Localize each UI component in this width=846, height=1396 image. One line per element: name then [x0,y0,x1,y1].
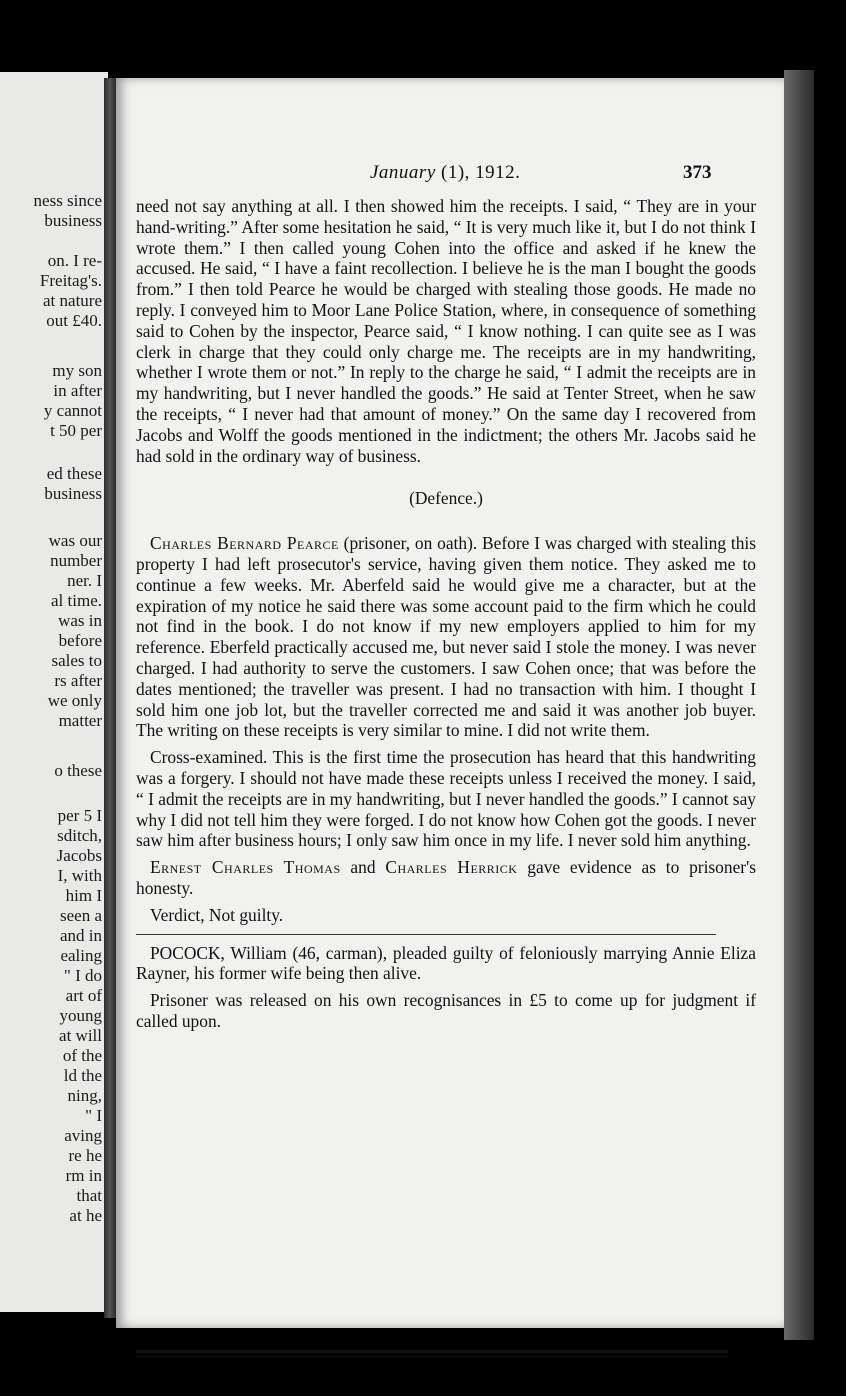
paragraph-sentence: Prisoner was released on his own recognisances in £5 to come up for judgment if called upon. [136,990,756,1031]
facing-page-text-fragment: o these [54,761,102,780]
facing-page-text-fragment: number [50,551,102,570]
paragraph-defence-testimony: Charles Bernard Pearce (prisoner, on oath). Before I was charged with stealing this property I had left prosecutor's service, having given them notice. They asked me to continue a few weeks. Mr. Aberfeld said he would give me a character, but at the expiration of my notice he said there was some account paid to the firm which he could not find in the book. I do not know if my new employers applied to him for my reference. Eberfeld practically accused me, but never said I stole the money. I was never charged. I had authority to serve the customers. I saw Cohen once; that was before the dates mentioned; the traveller was present. I had no transaction with him. I thought I sold him one job lot, but the traveller corrected me and said it was another job buyer. The writing on these receipts is very similar to mine. I did not write them. [136,533,756,741]
facing-page-text-fragment: before [58,631,102,650]
facing-page-text-fragment: business [44,484,102,503]
facing-page-text-fragment: " I do [63,966,102,985]
facing-page-text-fragment: ness since [33,191,102,210]
page-number: 373 [683,162,712,183]
facing-page-text-fragment: ning, [67,1086,102,1105]
case-divider [136,934,716,935]
witness-name: Ernest Charles Thomas [150,857,341,878]
end-rule [136,1350,728,1357]
book-page [116,78,784,1328]
facing-page-text-fragment: ealing [60,946,102,965]
facing-page-text-fragment: we only [47,691,102,710]
facing-page-text-fragment: business [44,211,102,230]
facing-page-text-fragment: seen a [59,906,102,925]
facing-page-text-fragment: of the [62,1046,102,1065]
facing-page-text-fragment: in after [53,381,102,400]
facing-page-text-fragment: at will [59,1026,102,1045]
paragraph-verdict: Verdict, Not guilty. [150,904,284,925]
facing-page-text-fragment: at he [69,1206,102,1225]
facing-page-text-fragment: on. I re- [47,251,102,270]
facing-page-text-fragment: my son [52,361,102,380]
header-date: January (1), 1912. [370,162,521,183]
facing-page-text-fragment: Jacobs [56,846,102,865]
facing-page-text-fragment: rm in [65,1166,102,1185]
facing-page-text-fragment: was our [48,531,102,550]
witness-name: Charles Bernard Pearce [150,533,339,554]
page-edge [784,70,814,1340]
facing-page-text-fragment: Freitag's. [39,271,102,290]
facing-page-text-fragment: art of [65,986,102,1005]
facing-page-text-fragment: that [76,1186,102,1205]
facing-page-text-fragment: and in [59,926,102,945]
facing-page-text-fragment: at nature [43,291,102,310]
facing-page-text-fragment: I, with [57,866,102,885]
facing-page-fragment [0,72,108,1312]
section-heading-defence: (Defence.) [409,488,483,509]
paragraph-testimony-continued: need not say anything at all. I then showed him the receipts. I said, “ They are in your hand-writing.” After some hesitation he said, “ It is very much like it, but I do not think I wrote them.” I then called young Cohen into the office and asked if he knew the accused. He said, “ I have a faint recollection. I believe he is the man I bought the goods from.” I then told Pearce he would be charged with stealing those goods. He made no reply. I conveyed him to Moor Lane Police Station, where, in consequence of something said to Cohen by the inspector, Pearce said, “ I know nothing. I can quite see as I was clerk in charge that they could only charge me. The receipts are in my handwriting, whether I wrote them or not.” In reply to the charge he said, “ I admit the receipts are in my handwriting, but I never handled the goods.” He said at Tenter Street, when he saw the receipts, “ I never had that amount of money.” On the same day I recovered from Jacobs and Wolff the goods mentioned in the indictment; the others Mr. Jacobs said he had sold in the ordinary way of business. [136,196,756,466]
facing-page-text-fragment: rs after [54,671,102,690]
facing-page-text-fragment: matter [58,711,102,730]
facing-page-text-fragment: was in [58,611,102,630]
facing-page-text-fragment: him I [65,886,102,905]
facing-page-text-fragment: re he [68,1146,102,1165]
facing-page-text-fragment: young [59,1006,102,1025]
facing-page-text-fragment: al time. [51,591,102,610]
facing-page-text-fragment: aving [64,1126,102,1145]
page-body [136,196,756,1032]
facing-page-text-fragment: ed these [46,464,102,483]
paragraph-cross-examined: Cross-examined. This is the first time the prosecution has heard that this handwriting was a forgery. I should not have made these receipts unless I received the money. I said, “ I admit the receipts are in my handwriting, but I never handled the goods.” I cannot say why I did not tell him they were forged. I do not know how Cohen got the goods. I never saw him after business hours; I only saw him once in my life. I never sold him anything. [136,747,756,851]
paragraph-character-witnesses: Ernest Charles Thomas and Charles Herrick gave evidence as to prisoner's honesty. [136,857,756,898]
facing-page-text-fragment: sales to [51,651,102,670]
paragraph-new-case: POCOCK, William (46, carman), pleaded guilty of feloniously marrying Annie Eliza Rayner, his former wife being then alive. [136,942,756,984]
facing-page-text-fragment: out £40. [46,311,102,330]
facing-page-text-fragment: y cannot [43,401,102,420]
facing-page-text-fragment: per 5 I [57,806,102,825]
facing-page-text-fragment: sditch, [57,826,102,845]
facing-page-text-fragment: ner. I [67,571,102,590]
facing-page-text-fragment: t 50 per [50,421,102,440]
witness-name: Charles Herrick [385,857,518,878]
facing-page-text-fragment: ld the [63,1066,102,1085]
facing-page-text-fragment: " I [85,1106,102,1125]
